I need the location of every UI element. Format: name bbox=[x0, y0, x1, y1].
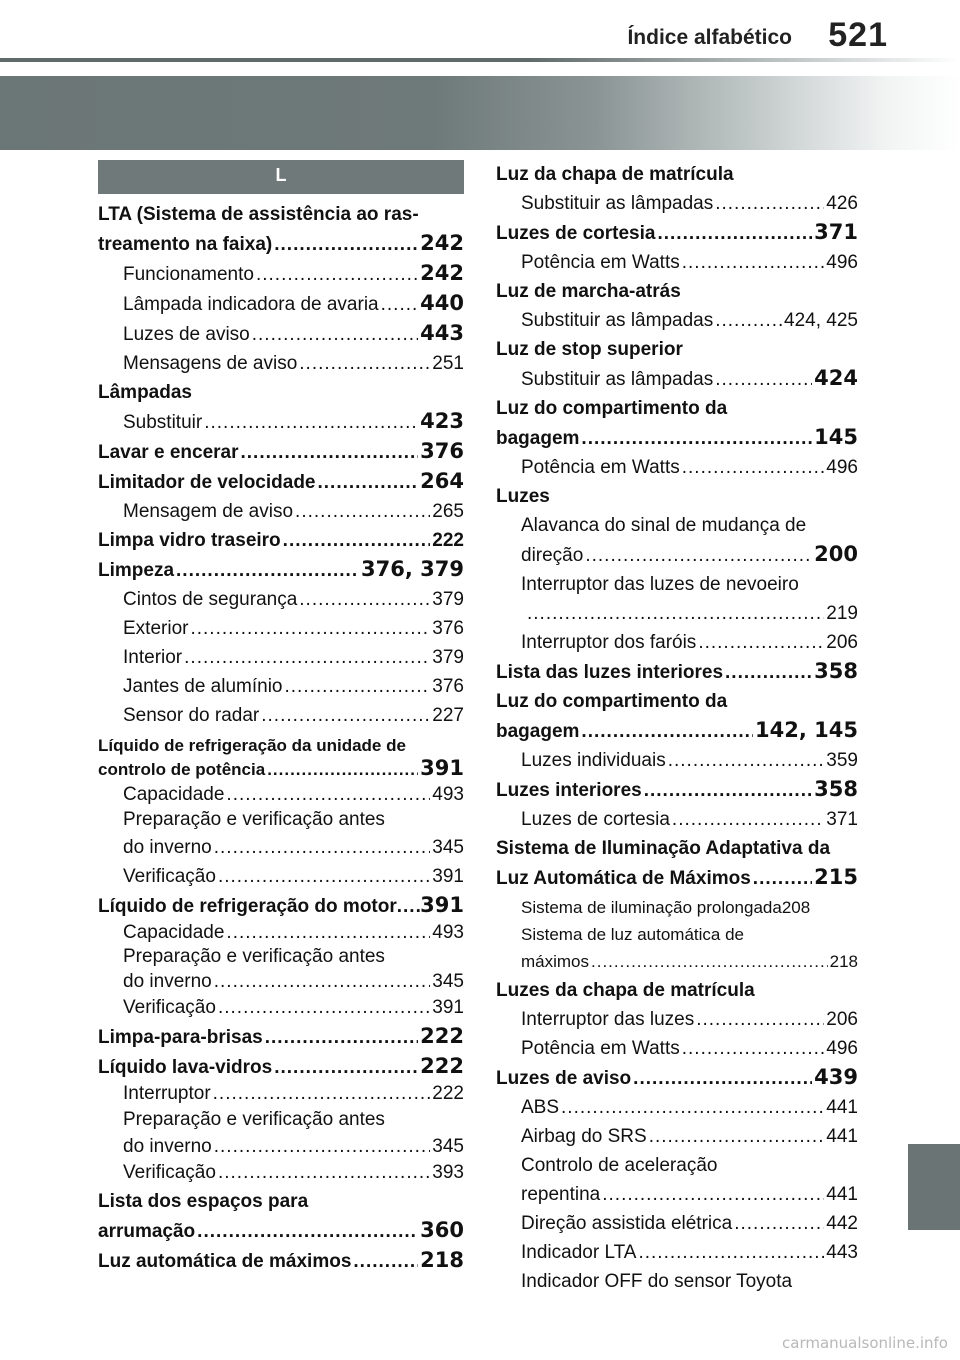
index-subentry: Direção assistida elétrica ..... 442 bbox=[496, 1209, 858, 1238]
index-subentry: Indicador LTA ..... 443 bbox=[496, 1238, 858, 1267]
index-entry: Lavar e encerar ..... 376 bbox=[98, 437, 464, 467]
index-subentry: Potência em Watts ..... 496 bbox=[496, 1034, 858, 1063]
index-entry: Luz de marcha-atrás bbox=[496, 281, 681, 302]
index-entry: arrumação ..... 360 bbox=[98, 1216, 464, 1246]
index-subentry: Luzes de cortesia ..... 371 bbox=[496, 805, 858, 834]
index-entry: Luzes de cortesia ..... 371 bbox=[496, 218, 858, 248]
index-entry: Lista dos espaços para bbox=[98, 1191, 309, 1212]
index-subentry: Airbag do SRS ..... 441 bbox=[496, 1122, 858, 1151]
index-subentry: Sistema de iluminação prolongada 208 bbox=[521, 898, 811, 917]
page-header bbox=[0, 0, 960, 62]
index-subentry: Verificação ..... 391 bbox=[98, 993, 464, 1022]
index-subentry: Substituir ..... 423 bbox=[98, 407, 464, 437]
index-entry: Luzes da chapa de matrícula bbox=[496, 980, 755, 1001]
index-entry: bagagem ..... 142, 145 bbox=[496, 716, 858, 746]
index-subentry: Cintos de segurança ..... 379 bbox=[98, 585, 464, 614]
index-entry: Luz do compartimento da bbox=[496, 398, 728, 419]
index-subentry: Sistema de luz automática de bbox=[521, 925, 745, 944]
index-entry: Luz Automática de Máximos ..... 215 bbox=[496, 863, 858, 893]
index-entry: Luz automática de máximos ..... 218 bbox=[98, 1246, 464, 1276]
index-entry: Luzes de aviso ..... 439 bbox=[496, 1063, 858, 1093]
index-subentry: repentina ..... 441 bbox=[496, 1180, 858, 1209]
index-subentry: ..... 219 bbox=[496, 599, 858, 628]
index-subentry: ABS ..... 441 bbox=[496, 1093, 858, 1122]
index-column-right bbox=[496, 160, 858, 1296]
index-entry: Limpa vidro traseiro ..... 222 bbox=[98, 526, 464, 555]
letter-heading: L bbox=[98, 160, 464, 194]
index-subentry: direção ..... 200 bbox=[496, 540, 858, 570]
index-subentry: Capacidade ..... 493 bbox=[98, 921, 464, 944]
index-subentry: Capacidade ..... 493 bbox=[98, 783, 464, 806]
index-subentry: do inverno ..... 345 bbox=[98, 1135, 464, 1158]
index-entry: Luzes bbox=[496, 486, 550, 507]
header-banner bbox=[0, 76, 960, 150]
index-subentry: Interruptor ..... 222 bbox=[98, 1082, 464, 1105]
index-entry: controlo de potência ..... 391 bbox=[98, 757, 464, 781]
index-entry: Luz de stop superior bbox=[496, 339, 683, 360]
index-subentry: Interruptor dos faróis ..... 206 bbox=[496, 628, 858, 657]
index-subentry: do inverno ..... 345 bbox=[98, 970, 464, 993]
index-subentry: Potência em Watts ..... 496 bbox=[496, 453, 858, 482]
page-number: 521 bbox=[828, 16, 888, 54]
index-entry: Luz do compartimento da bbox=[496, 691, 728, 712]
index-entry: Limitador de velocidade ..... 264 bbox=[98, 467, 464, 497]
section-title: Índice alfabético bbox=[627, 26, 792, 49]
index-entry: treamento na faixa) ..... 242 bbox=[98, 229, 464, 259]
index-subentry: Preparação e verificação antes bbox=[123, 809, 385, 830]
index-subentry: Verificação ..... 391 bbox=[98, 862, 464, 891]
index-entry: Luzes interiores ..... 358 bbox=[496, 775, 858, 805]
index-entry: Líquido de refrigeração da unidade de bbox=[98, 736, 406, 755]
index-entry: Limpa-para-brisas ..... 222 bbox=[98, 1022, 464, 1052]
index-subentry: Alavanca do sinal de mudança de bbox=[521, 515, 807, 536]
index-subentry: Controlo de aceleração bbox=[521, 1155, 718, 1176]
index-entry: Luz da chapa de matrícula bbox=[496, 164, 734, 185]
index-subentry: Substituir as lâmpadas ..... 424 bbox=[496, 364, 858, 394]
index-entry: Lista das luzes interiores ..... 358 bbox=[496, 657, 858, 687]
index-subentry: Interior ..... 379 bbox=[98, 643, 464, 672]
index-subentry: Interruptor das luzes ..... 206 bbox=[496, 1005, 858, 1034]
index-entry: bagagem ..... 145 bbox=[496, 423, 858, 453]
index-column-left bbox=[98, 160, 464, 1276]
index-subentry: Lâmpada indicadora de avaria ..... 440 bbox=[98, 289, 464, 319]
index-subentry: Interruptor das luzes de nevoeiro bbox=[521, 574, 799, 595]
index-subentry: Jantes de alumínio ..... 376 bbox=[98, 672, 464, 701]
index-entry: Sistema de Iluminação Adaptativa da bbox=[496, 838, 831, 859]
index-entry: Limpeza ..... 376, 379 bbox=[98, 555, 464, 585]
index-subentry: Preparação e verificação antes bbox=[123, 1109, 385, 1130]
watermark: carmanualsonline.info bbox=[782, 1334, 948, 1352]
index-subentry: Funcionamento ..... 242 bbox=[98, 259, 464, 289]
index-entry: Lâmpadas bbox=[98, 382, 192, 403]
index-subentry: máximos ..... 218 bbox=[496, 947, 858, 976]
index-subentry: Preparação e verificação antes bbox=[123, 946, 385, 967]
index-subentry: do inverno ..... 345 bbox=[98, 833, 464, 862]
side-index-tab bbox=[908, 1144, 960, 1230]
index-subentry: Luzes de aviso ..... 443 bbox=[98, 319, 464, 349]
index-subentry: Verificação ..... 393 bbox=[98, 1158, 464, 1187]
index-subentry: Potência em Watts ..... 496 bbox=[496, 248, 858, 277]
index-entry: Líquido de refrigeração do motor ..... 391 bbox=[98, 891, 464, 921]
index-subentry: Sensor do radar ..... 227 bbox=[98, 701, 464, 730]
index-subentry: Exterior ..... 376 bbox=[98, 614, 464, 643]
index-entry: Líquido lava-vidros ..... 222 bbox=[98, 1052, 464, 1082]
index-subentry: Indicador OFF do sensor Toyota bbox=[521, 1271, 793, 1292]
index-subentry: Luzes individuais ..... 359 bbox=[496, 746, 858, 775]
index-subentry: Substituir as lâmpadas ..... 424, 425 bbox=[496, 306, 858, 335]
index-subentry: Substituir as lâmpadas ..... 426 bbox=[496, 189, 858, 218]
index-subentry: Mensagens de aviso ..... 251 bbox=[98, 349, 464, 378]
index-entry: LTA (Sistema de assistência ao ras- bbox=[98, 204, 419, 225]
index-subentry: Mensagem de aviso ..... 265 bbox=[98, 497, 464, 526]
